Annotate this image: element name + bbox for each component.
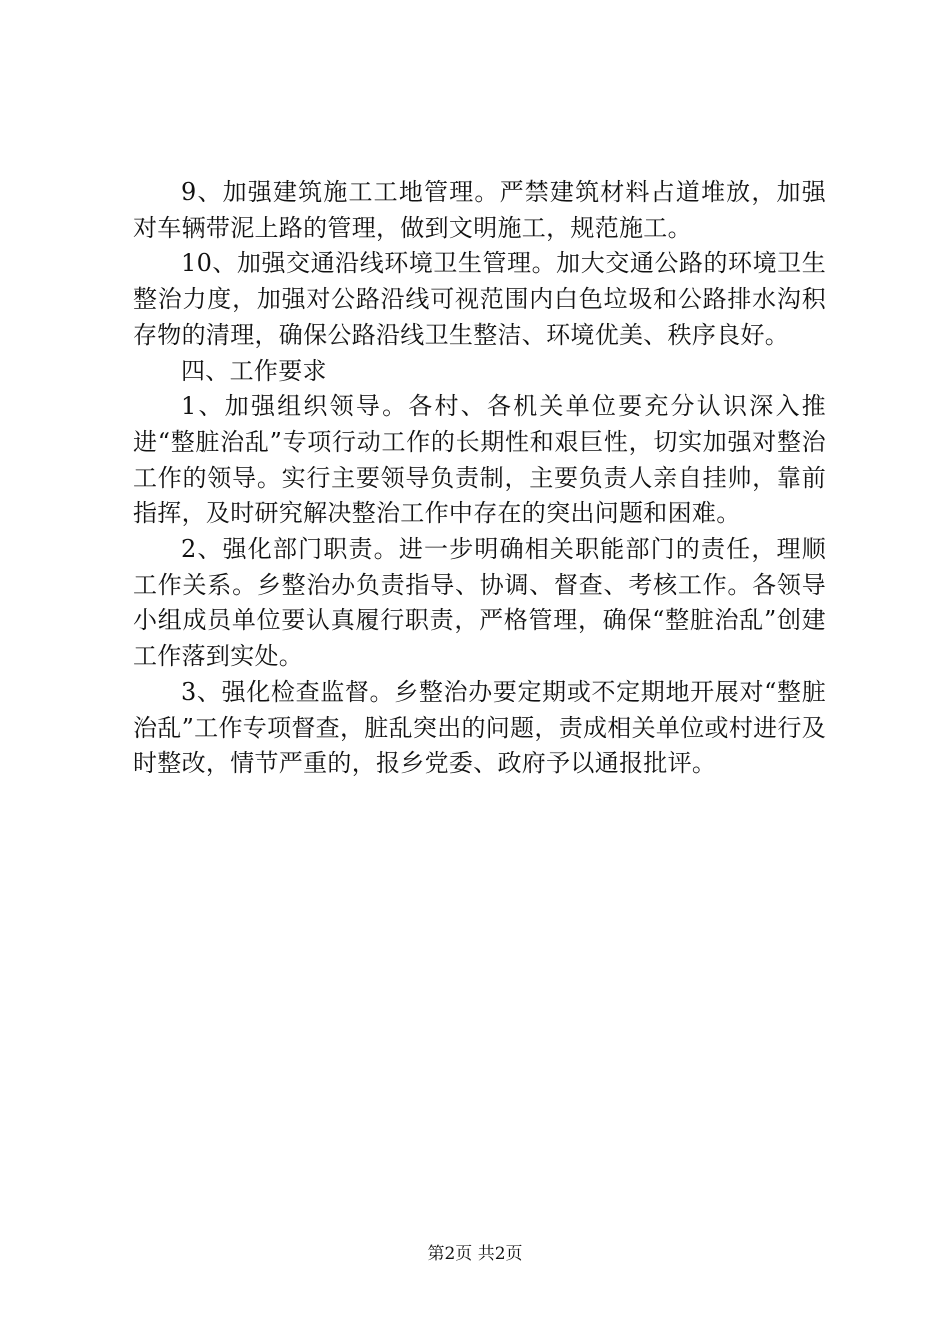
paragraph-requirement-3: 3、强化检查监督。乡整治办要定期或不定期地开展对“整脏治乱”工作专项督查，脏乱突出的问题，责成相关单位或村进行及时整改，情节严重的，报乡党委、政府予以通报批评。 — [133, 677, 826, 778]
paragraph-item-10: 10、加强交通沿线环境卫生管理。加大交通公路的环境卫生整治力度，加强对公路沿线可视范围内白色垃圾和公路排水沟积存物的清理，确保公路沿线卫生整洁、环境优美、秩序良好。 — [133, 249, 826, 349]
paragraph-item-9: 9、加强建筑施工工地管理。严禁建筑材料占道堆放，加强对车辆带泥上路的管理，做到文明施工，规范施工。 — [133, 178, 826, 242]
paragraph-requirement-2: 2、强化部门职责。进一步明确相关职能部门的责任，理顺工作关系。乡整治办负责指导、协调、督查、考核工作。各领导小组成员单位要认真履行职责，严格管理，确保“整脏治乱”创建工作落到实处。 — [133, 535, 826, 671]
document-body — [133, 175, 826, 782]
paragraph-requirement-1: 1、加强组织领导。各村、各机关单位要充分认识深入推进“整脏治乱”专项行动工作的长期性和艰巨性，切实加强对整治工作的领导。实行主要领导负责制，主要负责人亲自挂帅，靠前指挥，及时研究解决整治工作中存在的突出问题和困难。 — [133, 392, 826, 528]
section-heading-work-requirements: 四、工作要求 — [181, 356, 327, 385]
page-footer: 第2页 共2页 — [427, 1244, 523, 1264]
